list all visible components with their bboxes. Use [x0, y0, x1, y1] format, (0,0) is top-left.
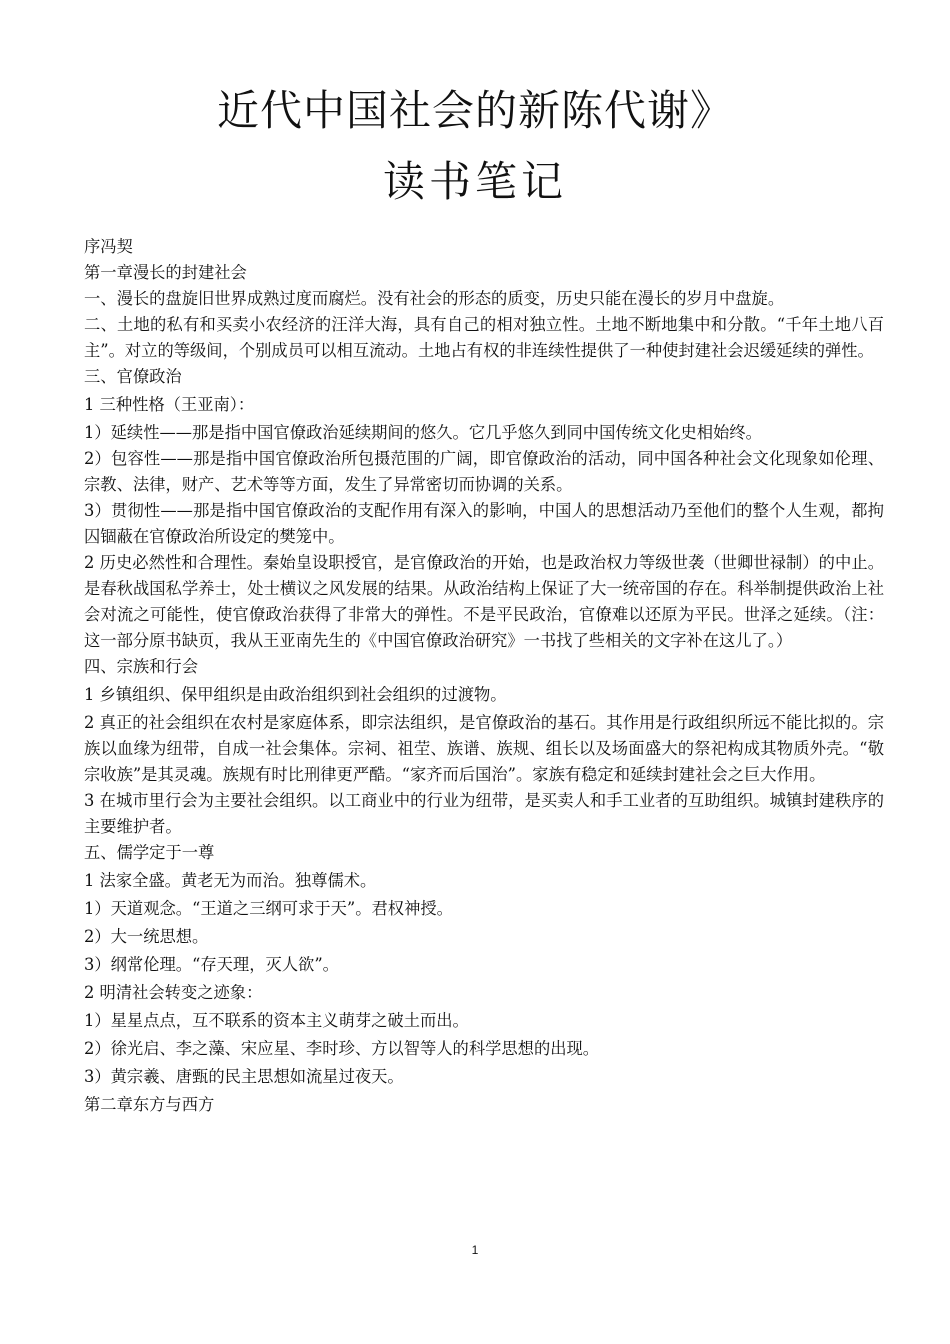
paragraph: 第一章漫长的封建社会: [84, 263, 247, 282]
paragraph: 2 历史必然性和合理性。秦始皇设职授官，是官僚政治的开始，也是政治权力等级世袭（世卿世禄制）的中止。是春秋战国私学养士，处士横议之风发展的结果。从政治结构上保证了大一统帝国的存在。科举制提供政治上社会对流之可能性，使官僚政治获得了非常大的弹性。不是平民政治，官僚难以还原为平民。世泽之延续。（注：这一部分原书缺页，我从王亚南先生的《中国官僚政治研究》一书找了些相关的文字补在这儿了。）: [84, 553, 884, 650]
paragraph: 2）包容性——那是指中国官僚政治所包摄范围的广阔，即官僚政治的活动，同中国各种社会文化现象如伦理、宗教、法律，财产、艺术等等方面，发生了异常密切而协调的关系。: [84, 449, 884, 494]
paragraph: 2）大一统思想。: [84, 927, 209, 946]
paragraph: 二、土地的私有和买卖小农经济的汪洋大海，具有自己的相对独立性。土地不断地集中和分散。“千年土地八百主”。对立的等级间，个别成员可以相互流动。土地占有权的非连续性提供了一种使封建社会迟缓延续的弹性。: [84, 315, 884, 360]
paragraph: 3）黄宗羲、唐甄的民主思想如流星过夜天。: [84, 1067, 404, 1086]
paragraph: 2 真正的社会组织在农村是家庭体系，即宗法组织，是官僚政治的基石。其作用是行政组织所远不能比拟的。宗族以血缘为纽带，自成一社会集体。宗祠、祖茔、族谱、族规、组长以及场面盛大的祭祀构成其物质外壳。“敬宗收族”是其灵魂。族规有时比刑律更严酷。“家齐而后国治”。家族有稳定和延续封建社会之巨大作用。: [84, 713, 884, 784]
paragraph: 1）延续性——那是指中国官僚政治延续期间的悠久。它几乎悠久到同中国传统文化史相始终。: [84, 423, 762, 442]
page-number: 1: [471, 1243, 479, 1257]
paragraph: 五、儒学定于一尊: [84, 843, 215, 862]
paragraph: 1）星星点点，互不联系的资本主义萌芽之破土而出。: [84, 1011, 469, 1030]
paragraph: 2）徐光启、李之藻、宋应星、李时珍、方以智等人的科学思想的出现。: [84, 1039, 600, 1058]
paragraph: 1 三种性格（王亚南）：: [84, 395, 255, 414]
paragraph: 1 法家全盛。黄老无为而治。独尊儒术。: [84, 871, 377, 890]
paragraph: 2 明清社会转变之迹象：: [84, 983, 263, 1002]
paragraph: 第二章东方与西方: [84, 1095, 215, 1114]
paragraph: 3）纲常伦理。“存天理，灭人欲”。: [84, 955, 339, 974]
document-title: 近代中国社会的新陈代谢》: [216, 86, 733, 135]
paragraph: 三、官僚政治: [84, 367, 182, 386]
paragraph: 3）贯彻性——那是指中国官僚政治的支配作用有深入的影响，中国人的思想活动乃至他们的整个人生观，都拘囚锢蔽在官僚政治所设定的樊笼中。: [84, 501, 884, 546]
paragraph: 序冯契: [84, 237, 133, 256]
paragraph: 3 在城市里行会为主要社会组织。以工商业中的行业为纽带，是买卖人和手工业者的互助组织。城镇封建秩序的主要维护者。: [84, 791, 884, 836]
paragraph: 四、宗族和行会: [84, 657, 198, 676]
paragraph: 一、漫长的盘旋旧世界成熟过度而腐烂。没有社会的形态的质变，历史只能在漫长的岁月中盘旋。: [84, 289, 785, 308]
paragraph: 1 乡镇组织、保甲组织是由政治组织到社会组织的过渡物。: [84, 685, 507, 704]
document-subtitle: 读书笔记: [382, 157, 567, 206]
document-body: [84, 234, 884, 1118]
paragraph: 1）天道观念。“王道之三纲可求于天”。君权神授。: [84, 899, 453, 918]
